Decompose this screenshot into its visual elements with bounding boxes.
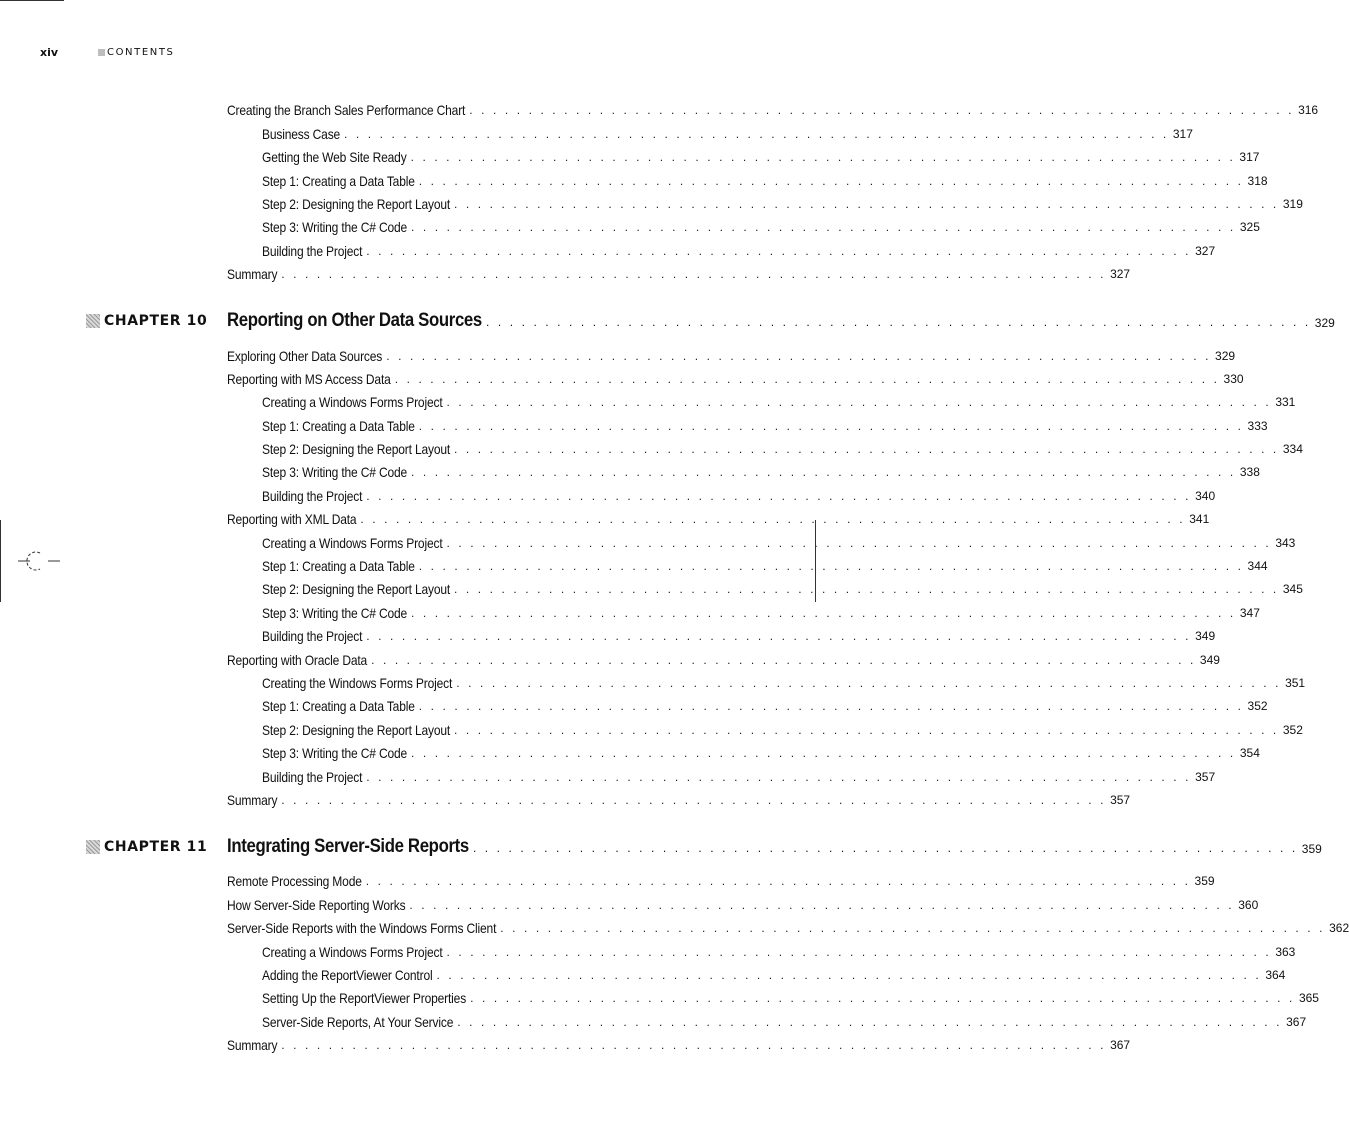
toc-subentry[interactable] bbox=[262, 119, 1193, 142]
toc-entry[interactable] bbox=[227, 365, 1244, 388]
toc-subentry[interactable] bbox=[262, 236, 1216, 259]
chapter-label bbox=[86, 312, 207, 330]
entry-title: Server-Side Reports, At Your Service bbox=[262, 1013, 454, 1030]
entry-title: Building the Project bbox=[262, 768, 363, 785]
toc-subentry[interactable] bbox=[262, 213, 1260, 236]
page-number: 316 bbox=[1298, 103, 1319, 118]
entry-title: Creating a Windows Forms Project bbox=[262, 943, 443, 960]
toc-subentry[interactable] bbox=[262, 598, 1260, 621]
dot-leader: . . . . . . . . . . . . . . . . . . . . . . . . . . . . . . . . . . . . . . . . . . . . . . . . . . . . . . . . . . . . . . . . . . . . . . bbox=[436, 967, 1262, 982]
shaded-square-icon bbox=[86, 840, 100, 854]
toc-subentry[interactable] bbox=[262, 669, 1306, 692]
page-number: 345 bbox=[1282, 582, 1303, 597]
dot-leader: . . . . . . . . . . . . . . . . . . . . . . . . . . . . . . . . . . . . . . . . . . . . . . . . . . . . . . . . . . . . . . . . . . . . . . bbox=[469, 103, 1295, 118]
page-number: 360 bbox=[1238, 897, 1259, 912]
toc-subentry[interactable] bbox=[262, 739, 1260, 762]
toc-subentry[interactable] bbox=[262, 575, 1303, 598]
entry-title: Setting Up the ReportViewer Properties bbox=[262, 990, 467, 1007]
section-label-text: CONTENTS bbox=[107, 46, 175, 58]
dot-leader: . . . . . . . . . . . . . . . . . . . . . . . . . . . . . . . . . . . . . . . . . . . . . . . . . . . . . . . . . . . . . . . . . . . . . . bbox=[470, 991, 1295, 1006]
dot-leader: . . . . . . . . . . . . . . . . . . . . . . . . . . . . . . . . . . . . . . . . . . . . . . . . . . . . . . . . . . . . . . . . . . . . . . bbox=[281, 1038, 1107, 1053]
dot-leader: . . . . . . . . . . . . . . . . . . . . . . . . . . . . . . . . . . . . . . . . . . . . . . . . . . . . . . . . . . . . . . . . . . . . . . bbox=[418, 418, 1244, 433]
toc-subentry[interactable] bbox=[262, 528, 1296, 551]
toc-entry[interactable] bbox=[227, 867, 1215, 890]
dot-leader: . . . . . . . . . . . . . . . . . . . . . . . . . . . . . . . . . . . . . . . . . . . . . . . . . . . . . . . . . . . . . . . . . . . . . . bbox=[366, 629, 1192, 644]
page-number: 330 bbox=[1223, 371, 1244, 386]
chapter-entry[interactable] bbox=[227, 834, 1322, 857]
page-number: 359 bbox=[1301, 841, 1322, 856]
entry-title: Step 3: Writing the C# Code bbox=[262, 745, 408, 762]
dot-leader: . . . . . . . . . . . . . . . . . . . . . . . . . . . . . . . . . . . . . . . . . . . . . . . . . . . . . . . . . . . . . . . . . . . . . . bbox=[472, 840, 1298, 855]
page-number: 340 bbox=[1195, 488, 1216, 503]
entry-title: Business Case bbox=[262, 125, 341, 142]
toc-entry[interactable] bbox=[227, 505, 1210, 528]
toc-subentry[interactable] bbox=[262, 1007, 1307, 1030]
toc-entry[interactable] bbox=[227, 786, 1131, 809]
dot-leader: . . . . . . . . . . . . . . . . . . . . . . . . . . . . . . . . . . . . . . . . . . . . . . . . . . . . . . . . . . . . . . . . . . . . . . bbox=[446, 395, 1272, 410]
page-number: 341 bbox=[1189, 512, 1210, 527]
chapter-label-text: CHAPTER 11 bbox=[104, 838, 208, 855]
entry-title: Reporting with XML Data bbox=[227, 511, 357, 528]
entry-title: Server-Side Reports with the Windows Forms Client bbox=[227, 920, 497, 937]
page-number: 347 bbox=[1239, 605, 1260, 620]
entry-title: Exploring Other Data Sources bbox=[227, 347, 383, 364]
crop-line-top bbox=[0, 0, 64, 1]
page-number: 343 bbox=[1275, 535, 1296, 550]
dot-leader: . . . . . . . . . . . . . . . . . . . . . . . . . . . . . . . . . . . . . . . . . . . . . . . . . . . . . . . . . . . . . . . . . . . . . . bbox=[500, 921, 1326, 936]
dot-leader: . . . . . . . . . . . . . . . . . . . . . . . . . . . . . . . . . . . . . . . . . . . . . . . . . . . . . . . . . . . . . . . . . . . . . . bbox=[456, 675, 1282, 690]
entry-title: Creating a Windows Forms Project bbox=[262, 534, 443, 551]
page-number: 319 bbox=[1282, 196, 1303, 211]
page-number: 338 bbox=[1239, 465, 1260, 480]
toc-entry[interactable] bbox=[227, 1031, 1131, 1054]
entry-title: Summary bbox=[227, 1037, 278, 1054]
chapter-title: Integrating Server-Side Reports bbox=[227, 834, 469, 857]
page-number: 333 bbox=[1247, 418, 1268, 433]
page-number: 367 bbox=[1110, 1038, 1131, 1053]
entry-title: Adding the ReportViewer Control bbox=[262, 966, 433, 983]
page-number: 327 bbox=[1195, 243, 1216, 258]
page-number: 352 bbox=[1247, 699, 1268, 714]
toc-subentry[interactable] bbox=[262, 622, 1216, 645]
toc-subentry[interactable] bbox=[262, 190, 1303, 213]
toc-subentry[interactable] bbox=[262, 388, 1296, 411]
toc-entry[interactable] bbox=[227, 96, 1319, 119]
dot-leader: . . . . . . . . . . . . . . . . . . . . . . . . . . . . . . . . . . . . . . . . . . . . . . . . . . . . . . . . . . . . . . . . . . . . . . bbox=[281, 267, 1107, 282]
shaded-square-icon bbox=[98, 49, 105, 56]
dot-leader: . . . . . . . . . . . . . . . . . . . . . . . . . . . . . . . . . . . . . . . . . . . . . . . . . . . . . . . . . . . . . . . . . . . . . . bbox=[485, 315, 1311, 330]
dot-leader: . . . . . . . . . . . . . . . . . . . . . . . . . . . . . . . . . . . . . . . . . . . . . . . . . . . . . . . . . . . . . . . . . . . . . . bbox=[454, 196, 1279, 211]
dot-leader: . . . . . . . . . . . . . . . . . . . . . . . . . . . . . . . . . . . . . . . . . . . . . . . . . . . . . . . . . . . . . . . . . . . . . . bbox=[411, 746, 1236, 761]
entry-title: Building the Project bbox=[262, 242, 363, 259]
page-number: 317 bbox=[1239, 150, 1260, 165]
entry-title: Remote Processing Mode bbox=[227, 873, 362, 890]
page-number: 354 bbox=[1239, 746, 1260, 761]
dot-leader: . . . . . . . . . . . . . . . . . . . . . . . . . . . . . . . . . . . . . . . . . . . . . . . . . . . . . . . . . . . . . . . . . . . . . . bbox=[344, 126, 1169, 141]
entry-title: Creating the Branch Sales Performance Chart bbox=[227, 102, 466, 119]
page-number: 349 bbox=[1199, 652, 1220, 667]
dot-leader: . . . . . . . . . . . . . . . . . . . . . . . . . . . . . . . . . . . . . . . . . . . . . . . . . . . . . . . . . . . . . . . . . . . . . . bbox=[411, 605, 1236, 620]
page-number: 362 bbox=[1329, 921, 1349, 936]
dot-leader: . . . . . . . . . . . . . . . . . . . . . . . . . . . . . . . . . . . . . . . . . . . . . . . . . . . . . . . . . . . . . . . . . . . . . . bbox=[366, 769, 1192, 784]
dot-leader: . . . . . . . . . . . . . . . . . . . . . . . . . . . . . . . . . . . . . . . . . . . . . . . . . . . . . . . . . . . . . . . . . . . . . . bbox=[454, 442, 1279, 457]
toc-entry[interactable] bbox=[227, 890, 1259, 913]
entry-title: Creating the Windows Forms Project bbox=[262, 674, 453, 691]
toc-subentry[interactable] bbox=[262, 692, 1268, 715]
toc-subentry[interactable] bbox=[262, 961, 1286, 984]
entry-title: Step 3: Writing the C# Code bbox=[262, 464, 408, 481]
chapter-title: Reporting on Other Data Sources bbox=[227, 309, 482, 332]
page-number: 331 bbox=[1275, 395, 1296, 410]
page-folio: xiv bbox=[40, 45, 59, 59]
dot-leader: . . . . . . . . . . . . . . . . . . . . . . . . . . . . . . . . . . . . . . . . . . . . . . . . . . . . . . . . . . . . . . . . . . . . . . bbox=[394, 371, 1220, 386]
toc-subentry[interactable] bbox=[262, 937, 1296, 960]
toc-subentry[interactable] bbox=[262, 762, 1216, 785]
dot-leader: . . . . . . . . . . . . . . . . . . . . . . . . . . . . . . . . . . . . . . . . . . . . . . . . . . . . . . . . . . . . . . . . . . . . . . bbox=[371, 652, 1196, 667]
page-number: 329 bbox=[1215, 348, 1236, 363]
page-number: 318 bbox=[1247, 173, 1268, 188]
entry-title: How Server-Side Reporting Works bbox=[227, 896, 406, 913]
page-number: 329 bbox=[1314, 316, 1335, 331]
dot-leader: . . . . . . . . . . . . . . . . . . . . . . . . . . . . . . . . . . . . . . . . . . . . . . . . . . . . . . . . . . . . . . . . . . . . . . bbox=[454, 722, 1279, 737]
chapter-heading bbox=[0, 299, 1335, 335]
dot-leader: . . . . . . . . . . . . . . . . . . . . . . . . . . . . . . . . . . . . . . . . . . . . . . . . . . . . . . . . . . . . . . . . . . . . . . bbox=[457, 1014, 1283, 1029]
chapter-entry[interactable] bbox=[227, 309, 1335, 332]
section-label bbox=[98, 47, 175, 58]
toc-subentry[interactable] bbox=[262, 458, 1260, 481]
dot-leader: . . . . . . . . . . . . . . . . . . . . . . . . . . . . . . . . . . . . . . . . . . . . . . . . . . . . . . . . . . . . . . . . . . . . . . bbox=[365, 874, 1191, 889]
entry-title: Reporting with Oracle Data bbox=[227, 651, 368, 668]
entry-title: Step 1: Creating a Data Table bbox=[262, 558, 415, 575]
toc-entry[interactable] bbox=[227, 914, 1349, 937]
page-number: 317 bbox=[1172, 126, 1193, 141]
toc-subentry[interactable] bbox=[262, 435, 1303, 458]
page-number: 365 bbox=[1298, 991, 1319, 1006]
entry-title: Summary bbox=[227, 266, 278, 283]
table-of-contents bbox=[0, 96, 1349, 1054]
page-number: 325 bbox=[1239, 220, 1260, 235]
dot-leader: . . . . . . . . . . . . . . . . . . . . . . . . . . . . . . . . . . . . . . . . . . . . . . . . . . . . . . . . . . . . . . . . . . . . . . bbox=[411, 465, 1236, 480]
dot-leader: . . . . . . . . . . . . . . . . . . . . . . . . . . . . . . . . . . . . . . . . . . . . . . . . . . . . . . . . . . . . . . . . . . . . . . bbox=[446, 535, 1272, 550]
dot-leader: . . . . . . . . . . . . . . . . . . . . . . . . . . . . . . . . . . . . . . . . . . . . . . . . . . . . . . . . . . . . . . . . . . . . . . bbox=[446, 944, 1272, 959]
dot-leader: . . . . . . . . . . . . . . . . . . . . . . . . . . . . . . . . . . . . . . . . . . . . . . . . . . . . . . . . . . . . . . . . . . . . . . bbox=[411, 220, 1236, 235]
dot-leader: . . . . . . . . . . . . . . . . . . . . . . . . . . . . . . . . . . . . . . . . . . . . . . . . . . . . . . . . . . . . . . . . . . . . . . bbox=[386, 348, 1212, 363]
dot-leader: . . . . . . . . . . . . . . . . . . . . . . . . . . . . . . . . . . . . . . . . . . . . . . . . . . . . . . . . . . . . . . . . . . . . . . bbox=[366, 243, 1192, 258]
dot-leader: . . . . . . . . . . . . . . . . . . . . . . . . . . . . . . . . . . . . . . . . . . . . . . . . . . . . . . . . . . . . . . . . . . . . . . bbox=[366, 488, 1192, 503]
toc-entry[interactable] bbox=[227, 260, 1131, 283]
dot-leader: . . . . . . . . . . . . . . . . . . . . . . . . . . . . . . . . . . . . . . . . . . . . . . . . . . . . . . . . . . . . . . . . . . . . . . bbox=[281, 792, 1107, 807]
entry-title: Step 1: Creating a Data Table bbox=[262, 417, 415, 434]
entry-title: Step 3: Writing the C# Code bbox=[262, 219, 408, 236]
dot-leader: . . . . . . . . . . . . . . . . . . . . . . . . . . . . . . . . . . . . . . . . . . . . . . . . . . . . . . . . . . . . . . . . . . . . . . bbox=[410, 150, 1236, 165]
page-number: 367 bbox=[1286, 1014, 1307, 1029]
entry-title: Reporting with MS Access Data bbox=[227, 370, 391, 387]
dot-leader: . . . . . . . . . . . . . . . . . . . . . . . . . . . . . . . . . . . . . . . . . . . . . . . . . . . . . . . . . . . . . . . . . . . . . . bbox=[418, 699, 1244, 714]
entry-title: Step 1: Creating a Data Table bbox=[262, 172, 415, 189]
toc-subentry[interactable] bbox=[262, 166, 1268, 189]
page-number: 364 bbox=[1265, 967, 1286, 982]
chapter-label bbox=[86, 838, 207, 856]
entry-title: Getting the Web Site Ready bbox=[262, 149, 407, 166]
entry-title: Step 2: Designing the Report Layout bbox=[262, 581, 451, 598]
entry-title: Step 3: Writing the C# Code bbox=[262, 604, 408, 621]
page-number: 344 bbox=[1247, 559, 1268, 574]
page-number: 327 bbox=[1110, 267, 1131, 282]
page-number: 334 bbox=[1282, 442, 1303, 457]
entry-title: Step 1: Creating a Data Table bbox=[262, 698, 415, 715]
entry-title: Step 2: Designing the Report Layout bbox=[262, 721, 451, 738]
entry-title: Step 2: Designing the Report Layout bbox=[262, 441, 451, 458]
toc-subentry[interactable] bbox=[262, 143, 1260, 166]
page-number: 352 bbox=[1282, 722, 1303, 737]
entry-title: Building the Project bbox=[262, 487, 363, 504]
toc-subentry[interactable] bbox=[262, 552, 1268, 575]
toc-subentry[interactable] bbox=[262, 411, 1268, 434]
entry-title: Summary bbox=[227, 791, 278, 808]
page-number: 363 bbox=[1275, 944, 1296, 959]
dot-leader: . . . . . . . . . . . . . . . . . . . . . . . . . . . . . . . . . . . . . . . . . . . . . . . . . . . . . . . . . . . . . . . . . . . . . . bbox=[409, 897, 1235, 912]
page-number: 357 bbox=[1195, 769, 1216, 784]
chapter-label-text: CHAPTER 10 bbox=[104, 313, 208, 330]
dot-leader: . . . . . . . . . . . . . . . . . . . . . . . . . . . . . . . . . . . . . . . . . . . . . . . . . . . . . . . . . . . . . . . . . . . . . . bbox=[454, 582, 1279, 597]
page-number: 351 bbox=[1285, 675, 1306, 690]
dot-leader: . . . . . . . . . . . . . . . . . . . . . . . . . . . . . . . . . . . . . . . . . . . . . . . . . . . . . . . . . . . . . . . . . . . . . . bbox=[360, 512, 1186, 527]
page-number: 359 bbox=[1194, 874, 1215, 889]
shaded-square-icon bbox=[86, 314, 100, 328]
page-number: 349 bbox=[1195, 629, 1216, 644]
toc-subentry[interactable] bbox=[262, 984, 1319, 1007]
toc-entry[interactable] bbox=[227, 341, 1236, 364]
dot-leader: . . . . . . . . . . . . . . . . . . . . . . . . . . . . . . . . . . . . . . . . . . . . . . . . . . . . . . . . . . . . . . . . . . . . . . bbox=[418, 173, 1244, 188]
chapter-heading bbox=[0, 825, 1322, 861]
dot-leader: . . . . . . . . . . . . . . . . . . . . . . . . . . . . . . . . . . . . . . . . . . . . . . . . . . . . . . . . . . . . . . . . . . . . . . bbox=[418, 559, 1244, 574]
entry-title: Creating a Windows Forms Project bbox=[262, 394, 443, 411]
toc-subentry[interactable] bbox=[262, 715, 1303, 738]
page-number: 357 bbox=[1110, 792, 1131, 807]
entry-title: Building the Project bbox=[262, 628, 363, 645]
toc-subentry[interactable] bbox=[262, 481, 1216, 504]
toc-entry[interactable] bbox=[227, 645, 1220, 668]
running-head bbox=[40, 44, 175, 60]
entry-title: Step 2: Designing the Report Layout bbox=[262, 195, 451, 212]
